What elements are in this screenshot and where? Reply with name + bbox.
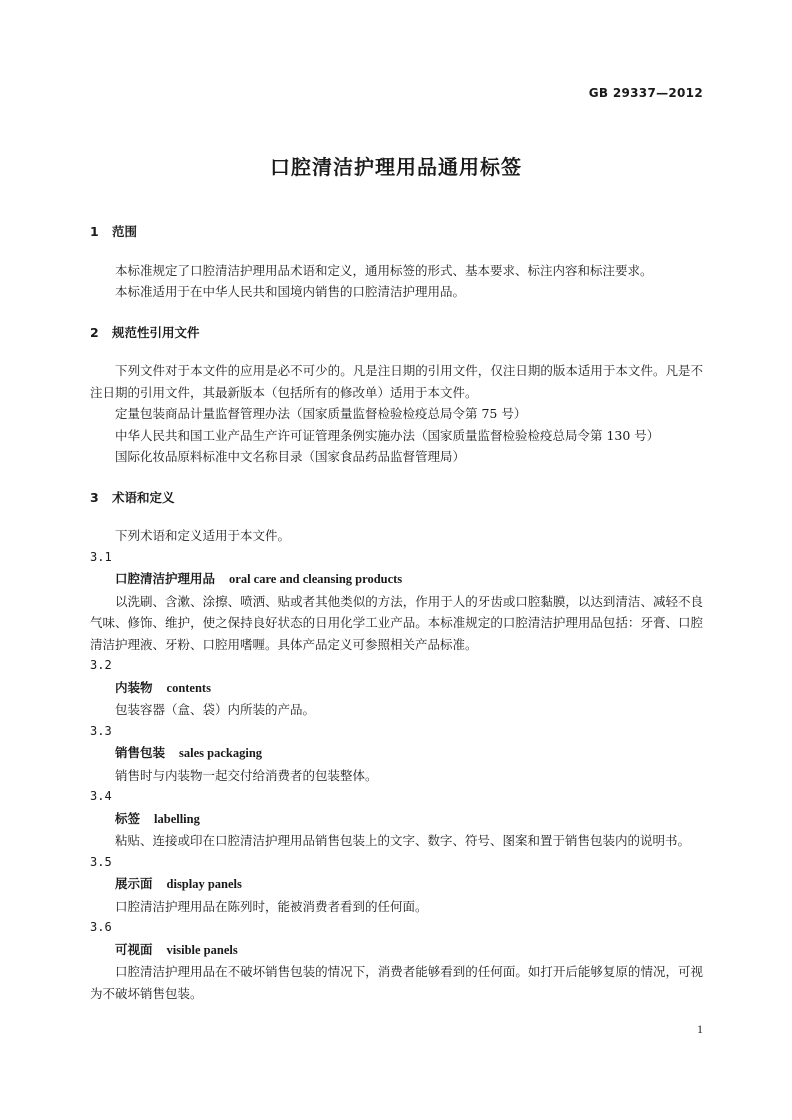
term-chinese: 可视面	[115, 941, 153, 957]
term-chinese: 内装物	[115, 679, 153, 695]
term-entry	[90, 568, 703, 591]
term-number: 3.3	[90, 723, 112, 738]
section-number: 3	[90, 489, 99, 505]
term-definition: 以洗刷、含漱、涂擦、喷洒、贴或者其他类似的方法，作用于人的牙齿或口腔黏膜，以达到清洁、减轻不良气味、修饰、维护，使之保持良好状态的日用化学工业产品。本标准规定的口腔清洁护理用品包括：牙膏、口腔清洁护理液、牙粉、口腔用嗜喱。具体产品定义可参照相关产品标准。	[90, 593, 703, 652]
section-2-heading	[90, 322, 703, 344]
document-title: 口腔清洁护理用品通用标签	[270, 155, 522, 179]
term-chinese: 标签	[115, 810, 141, 826]
page-number: 1	[697, 1022, 703, 1036]
paragraph: 下列文件对于本文件的应用是必不可少的。凡是注日期的引用文件，仅注日期的版本适用于本文件。凡是不注日期的引用文件，其最新版本（包括所有的修改单）适用于本文件。	[90, 363, 703, 400]
term-english: sales packaging	[179, 746, 263, 760]
term-entry	[90, 873, 703, 896]
section-1-heading	[90, 221, 703, 243]
document-body	[90, 221, 703, 1004]
paragraph: 下列术语和定义适用于本文件。	[115, 528, 291, 543]
term-number: 3.4	[90, 789, 112, 803]
term-english: labelling	[154, 811, 200, 826]
reference-item: 国际化妆品原料标准中文名称目录（国家食品药品监督管理局）	[115, 449, 466, 464]
term-definition: 口腔清洁护理用品在陈列时，能被消费者看到的任何面。	[115, 898, 428, 914]
paragraph: 本标准规定了口腔清洁护理用品术语和定义，通用标签的形式、基本要求、标注内容和标注要求。	[115, 262, 653, 278]
term-entry	[90, 939, 703, 962]
term-number: 3.6	[90, 920, 112, 934]
term-english: visible panels	[166, 942, 238, 957]
term-entry	[90, 808, 703, 831]
section-number: 1	[90, 224, 99, 239]
section-title: 术语和定义	[112, 489, 175, 505]
term-english: display panels	[166, 877, 242, 891]
term-definition: 口腔清洁护理用品在不破坏销售包装的情况下，消费者能够看到的任何面。如打开后能够复原的情况，可视为不破坏销售包装。	[90, 964, 703, 1001]
term-chinese: 销售包装	[115, 745, 166, 760]
section-title: 范围	[112, 224, 138, 239]
term-entry	[90, 742, 703, 765]
term-definition: 粘贴、连接或印在口腔清洁护理用品销售包装上的文字、数字、符号、图案和置于销售包装内的说明书。	[115, 833, 691, 848]
term-english: oral care and cleansing products	[229, 572, 403, 586]
term-definition: 销售时与内装物一起交付给消费者的包装整体。	[115, 767, 378, 783]
term-chinese: 口腔清洁护理用品	[115, 571, 216, 586]
section-number: 2	[90, 324, 99, 340]
term-number: 3.5	[90, 854, 112, 869]
term-number: 3.1	[90, 549, 112, 564]
reference-item: 定量包装商品计量监督管理办法（国家质量监督检验检疫总局令第 75 号）	[115, 406, 527, 421]
term-chinese: 展示面	[115, 876, 153, 891]
section-title: 规范性引用文件	[112, 324, 200, 340]
section-3-heading	[90, 487, 703, 509]
standard-code: GB 29337—2012	[588, 86, 703, 100]
term-number: 3.2	[90, 658, 112, 672]
term-definition: 包装容器（盒、袋）内所装的产品。	[115, 702, 316, 717]
term-english: contents	[166, 680, 211, 695]
paragraph: 本标准适用于在中华人民共和国境内销售的口腔清洁护理用品。	[115, 284, 466, 299]
reference-item: 中华人民共和国工业产品生产许可证管理条例实施办法（国家质量监督检验检疫总局令第 130 号）	[115, 427, 660, 443]
term-entry	[90, 677, 703, 700]
